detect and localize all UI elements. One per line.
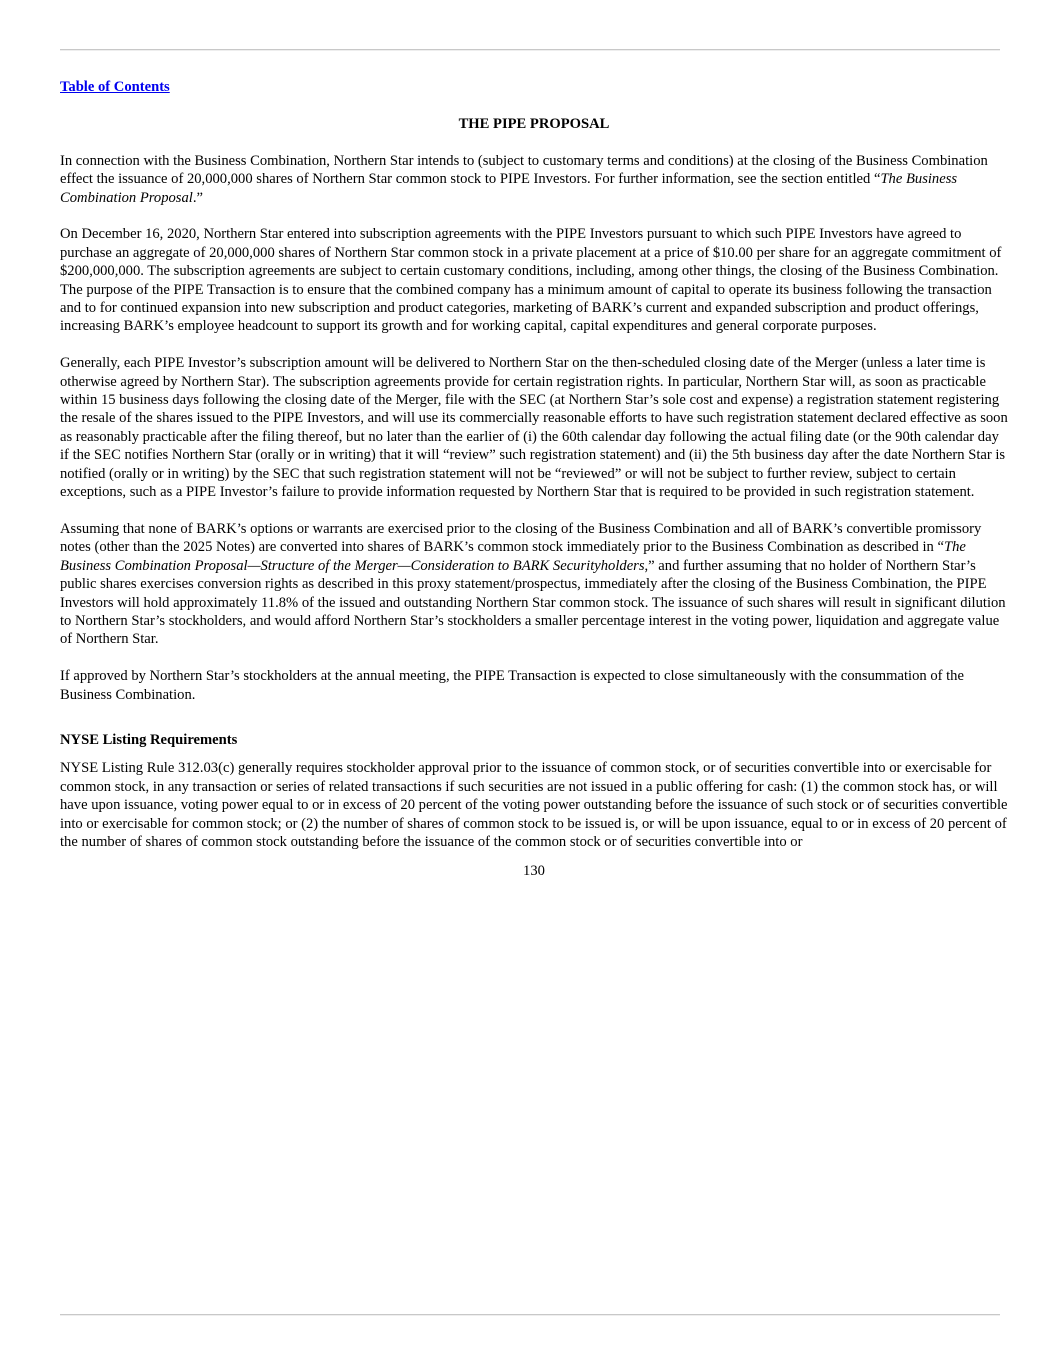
paragraph-4-text: Assuming that none of BARK’s options or warrants are exercised prior to the closing of the Business Combination and all of BARK’s convertible promissory notes (other than the 2025 Notes) are converted into shares of BARK’s common stock immediately prior to the Business Combination as described in “ [60, 520, 982, 556]
paragraph-4-italic-reference: The Business Combination Proposal—Structure of the Merger—Consideration to BARK Securityholders [60, 539, 966, 574]
paragraph-1-italic-reference: The Business Combination Proposal [60, 171, 958, 206]
paragraph-1 [60, 152, 1008, 207]
paragraph-3: Generally, each PIPE Investor’s subscription amount will be delivered to Northern Star on the then-scheduled closing date of the Merger (unless a later time is otherwise agreed by Northern Star). The subscription agreements provide for certain registration rights. In particular, Northern Star will, as soon as practicable within 15 business days following the closing date of the Merger, file with the SEC (at Northern Star’s sole cost and expense) a registration statement registering the resale of the shares issued to the PIPE Investors, and will use its commercially reasonable efforts to have such registration statement declared effective as soon as reasonably practicable after the filing thereof, but no later than the earlier of (i) the 60th calendar day following the actual filing date (or the 90th calendar day if the SEC notifies Northern Star (orally or in writing) that it will “review” such registration statement) and (ii) the 5th business day after the date Northern Star is notified (orally or in writing) by the SEC that such registration statement will not be “reviewed” or will not be subject to further review, subject to certain exceptions, such as a PIPE Investor’s failure to provide information requested by Northern Star that is required to be provided in such registration statement. [60, 355, 1008, 501]
page-number: 130 [523, 862, 545, 879]
nyse-subheading: NYSE Listing Requirements [60, 731, 238, 748]
paragraph-1-text-end: .” [192, 189, 203, 206]
bottom-divider [60, 1314, 1000, 1316]
paragraph-6: NYSE Listing Rule 312.03(c) generally requires stockholder approval prior to the issuance of common stock, or of securities convertible into or exercisable for common stock, in any transaction or series of related transactions if such securities are not issued in a public offering for cash: (1) the common stock has, or will have upon issuance, voting power equal to or in excess of 20 percent of the voting power outstanding before the issuance of such stock or of securities convertible into or exercisable for common stock; or (2) the number of shares of common stock to be issued is, or will be upon issuance, equal to or in excess of 20 percent of the number of shares of common stock outstanding before the issuance of the common stock or of securities convertible into or [60, 760, 1008, 850]
paragraph-4-text-end: ,” and further assuming that no holder of Northern Star’s public shares exercises conversion rights as described in this proxy statement/prospectus, immediately after the closing of the Business Combination, the PIPE Investors will hold approximately 11.8% of the issued and outstanding Northern Star common stock. The issuance of such shares will result in significant dilution to Northern Star’s stockholders, and would afford Northern Star’s stockholders a smaller percentage interest in the voting power, liquidation and aggregate value of Northern Star. [60, 557, 1006, 648]
table-of-contents-link[interactable]: Table of Contents [60, 79, 170, 95]
paragraph-4 [60, 520, 1008, 649]
document-body [60, 78, 1008, 880]
top-divider [60, 49, 1000, 51]
paragraph-5: If approved by Northern Star’s stockholders at the annual meeting, the PIPE Transaction is expected to close simultaneously with the consummation of the Business Combination. [60, 668, 964, 703]
paragraph-2: On December 16, 2020, Northern Star entered into subscription agreements with the PIPE Investors pursuant to which such PIPE Investors have agreed to purchase an aggregate of 20,000,000 shares of Northern Star common stock in a private placement at a price of $10.00 per share for an aggregate commitment of $200,000,000. The subscription agreements are subject to certain customary conditions, including, among other things, the closing of the Business Combination. The purpose of the PIPE Transaction is to ensure that the combined company has a minimum amount of capital to operate its business following the transaction and to for continued expansion into new subscription and product categories, marketing of BARK’s current and expanded subscription and product offerings, increasing BARK’s employee headcount to support its growth and for working capital, capital expenditures and general corporate purposes. [60, 226, 1002, 335]
section-title: THE PIPE PROPOSAL [458, 116, 610, 133]
paragraph-1-text: In connection with the Business Combination, Northern Star intends to (subject to customary terms and conditions) at the closing of the Business Combination effect the issuance of 20,000,000 shares of Northern Star common stock to PIPE Investors. For further information, see the section entitled “ [60, 152, 988, 188]
